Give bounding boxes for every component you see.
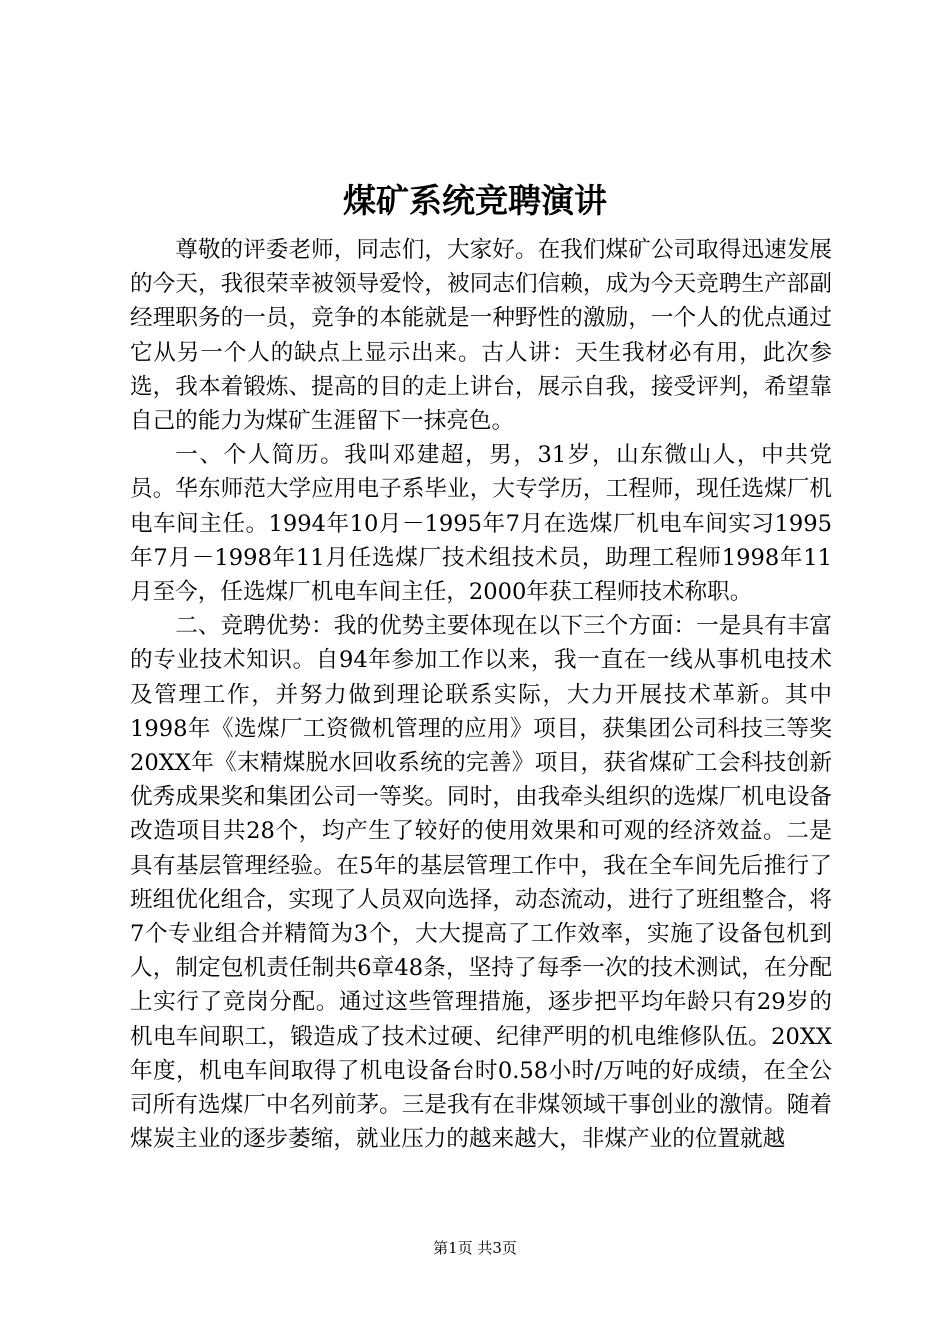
document-body <box>130 233 832 1156</box>
page-footer: 第1页 共3页 <box>433 1239 517 1257</box>
paragraph-greeting: 尊敬的评委老师，同志们，大家好。在我们煤矿公司取得迅速发展的今天，我很荣幸被领导爱怜，被同志们信赖，成为今天竞聘生产部副经理职务的一员，竞争的本能就是一种野性的激励，一个人的优点通过它从另一个人的缺点上显示出来。古人讲：天生我材必有用，此次参选，我本着锻炼、提高的目的走上讲台，展示自我，接受评判，希望靠自己的能力为煤矿生涯留下一抹亮色。 <box>130 237 832 435</box>
page-title: 煤矿系统竞聘演讲 <box>343 181 607 220</box>
paragraph-advantages: 二、竞聘优势：我的优势主要体现在以下三个方面：一是具有丰富的专业技术知识。自94年参加工作以来，我一直在一线从事机电技术及管理工作，并努力做到理论联系实际，大力开展技术革新。其中1998年《选煤厂工资微机管理的应用》项目，获集团公司科技三等奖20XX年《末精煤脱水回收系统的完善》项目，获省煤矿工会科技创新优秀成果奖和集团公司一等奖。同时，由我牵头组织的选煤厂机电设备改造项目共28个，均产生了较好的使用效果和可观的经济效益。二是具有基层管理经验。在5年的基层管理工作中，我在全车间先后推行了班组优化组合，实现了人员双向选择，动态流动，进行了班组整合，将7个专业组合并精简为3个，大大提高了工作效率，实施了设备包机到人，制定包机责任制共6章48条，坚持了每季一次的技术测试，在分配上实行了竞岗分配。通过这些管理措施，逐步把平均年龄只有29岁的机电车间职工，锻造成了技术过硬、纪律严明的机电维修队伍。20XX年度，机电车间取得了机电设备台时0.58小时/万吨的好成绩，在全公司所有选煤厂中名列前茅。三是我有在非煤领域干事创业的激情。随着煤炭主业的逐步萎缩，就业压力的越来越大，非煤产业的位置就越 <box>130 613 832 1153</box>
paragraph-resume: 一、个人简历。我叫邓建超，男，31岁，山东微山人，中共党员。华东师范大学应用电子系毕业，大专学历，工程师，现任选煤厂机电车间主任。1994年10月－1995年7月在选煤厂机电车间实习1995年7月－1998年11月任选煤厂技术组技术员，助理工程师1998年11月至今，任选煤厂机电车间主任，2000年获工程师技术称职。 <box>130 442 832 606</box>
